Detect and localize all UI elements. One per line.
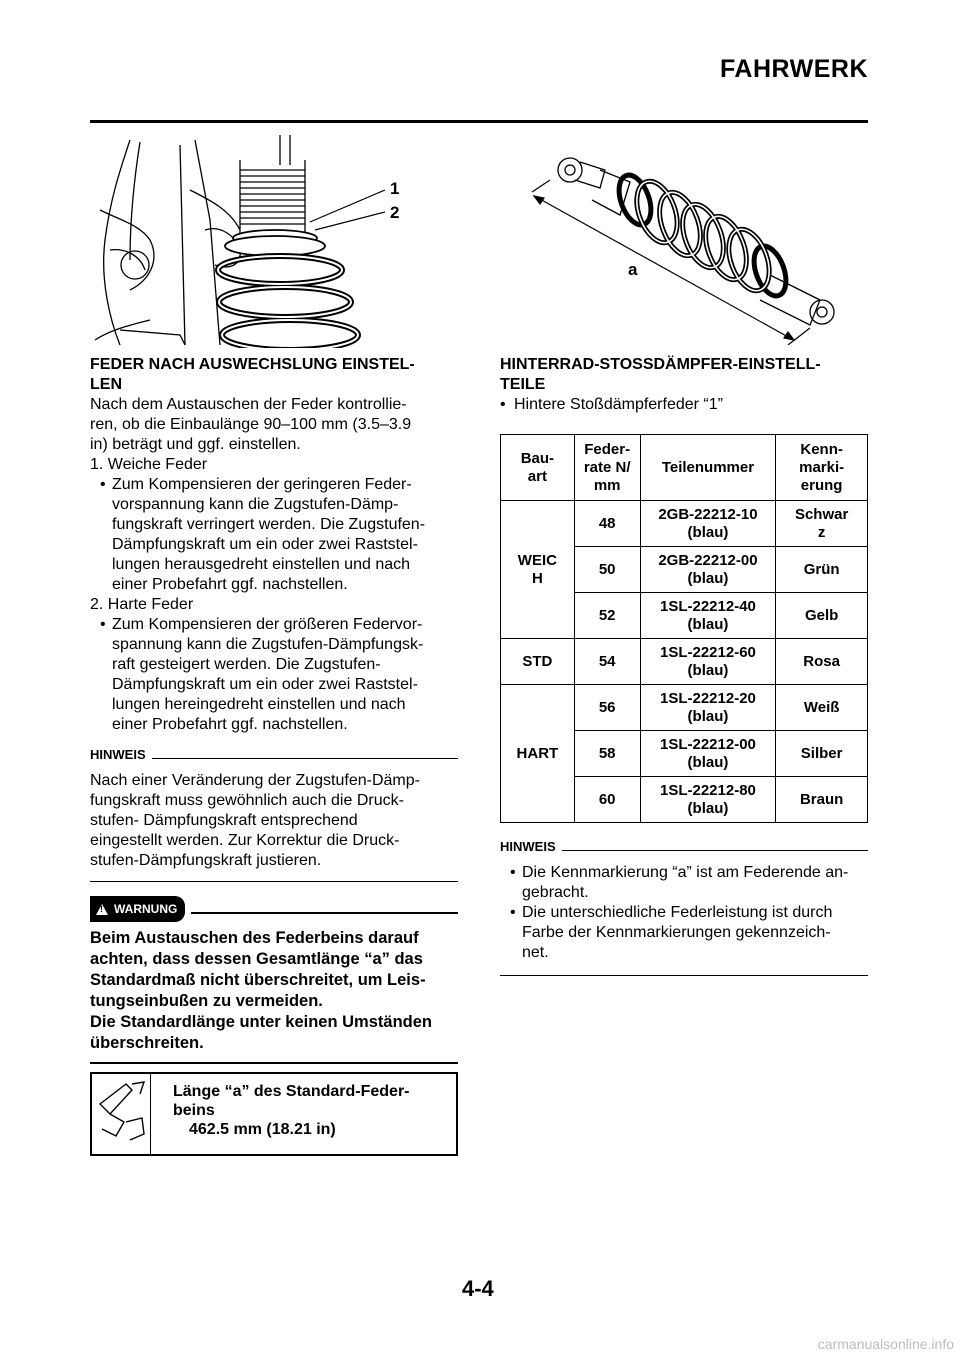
figure-shock-absorber	[510, 140, 865, 345]
text-line: Die Standardlänge unter keinen Umständen	[90, 1013, 432, 1031]
cell-mark: Weiß	[776, 685, 868, 731]
text-line: • Die Kennmarkierung “a” ist am Federende an-	[522, 864, 849, 881]
text-line: Hintere Stoßdämpferfeder “1”	[514, 396, 723, 413]
table-row	[501, 501, 868, 547]
cell-rate: 56	[574, 685, 640, 731]
warning-end-rule	[90, 1062, 458, 1064]
list-item	[500, 863, 868, 903]
cell-type-weich: WEIC H	[501, 501, 575, 639]
text-line: Nach dem Austauschen der Feder kontrollie-	[90, 396, 407, 413]
list-item-title: 2. Harte Feder	[90, 596, 194, 613]
right-column	[500, 355, 868, 976]
page-number: 4-4	[462, 1276, 494, 1301]
watermark[interactable]: carmanualsonline.info	[817, 1336, 954, 1352]
text-line: tungseinbußen zu vermeiden.	[90, 992, 323, 1010]
cell-part: 1SL-22212-80 (blau)	[640, 777, 776, 823]
cell-mark: Braun	[776, 777, 868, 823]
text-line: Dämpfungskraft um ein oder zwei Raststel-	[112, 676, 418, 693]
intro-paragraph	[90, 395, 458, 455]
table-row	[501, 639, 868, 685]
warning-header	[90, 896, 458, 922]
cell-rate: 58	[574, 731, 640, 777]
text-line: fungskraft muss gewöhnlich auch die Druck-	[90, 792, 404, 809]
bullet-text: • Hintere Stoßdämpferfeder “1”	[500, 396, 723, 413]
list-item-weiche-feder	[90, 455, 458, 595]
cell-part: 2GB-22212-00 (blau)	[640, 547, 776, 593]
spec-label: beins	[173, 1102, 215, 1119]
text-line: eingestellt werden. Zur Korrektur die Druck-	[90, 832, 400, 849]
cell-mark: Grün	[776, 547, 868, 593]
cell-rate: 48	[574, 501, 640, 547]
text-line: in) beträgt und ggf. einstellen.	[90, 436, 301, 453]
note-rule	[562, 850, 868, 851]
warning-badge	[90, 896, 185, 922]
warning-text	[90, 928, 458, 1054]
warning-triangle-icon: !	[96, 904, 108, 915]
cell-part: 1SL-22212-00 (blau)	[640, 731, 776, 777]
text-line: einer Probefahrt ggf. nachstellen.	[112, 576, 348, 593]
text-line: ren, ob die Einbaulänge 90–100 mm (3.5–3.9	[90, 416, 412, 433]
text-line: Standardmaß nicht überschreitet, um Leis-	[90, 971, 426, 989]
text-line: Beim Austauschen des Federbeins darauf	[90, 929, 419, 947]
list-item-title: 1. Weiche Feder	[90, 456, 208, 473]
note-list	[500, 863, 868, 963]
text-line: Farbe der Kennmarkierungen gekennzeich-	[522, 924, 831, 941]
text-line: lungen hereingedreht einstellen und nach	[112, 696, 406, 713]
header-teilenummer: Teilenummer	[640, 435, 776, 501]
text-line: net.	[522, 944, 549, 961]
text-line: einer Probefahrt ggf. nachstellen.	[112, 716, 348, 733]
text-line: raft gesteigert werden. Die Zugstufen-	[112, 656, 381, 673]
warning-rule	[191, 912, 458, 914]
cell-mark: Gelb	[776, 593, 868, 639]
cell-type-hart: HART	[501, 685, 575, 823]
header-bauart: Bau- art	[501, 435, 575, 501]
heading-line: LEN	[90, 376, 122, 393]
page-title: FAHRWERK	[720, 55, 868, 83]
text-line: stufen- Dämpfungskraft entsprechend	[90, 812, 358, 829]
table-row	[501, 685, 868, 731]
cell-rate: 60	[574, 777, 640, 823]
header-federrate: Feder- rate N/ mm	[574, 435, 640, 501]
note-header	[90, 745, 458, 765]
text-line: Nach einer Veränderung der Zugstufen-Dämp-	[90, 772, 420, 789]
text-line: lungen herausgedreht einstellen und nach	[112, 556, 411, 573]
wrench-spec-icon	[92, 1074, 151, 1154]
heading-line: HINTERRAD-STOSSDÄMPFER-EINSTELL-	[500, 356, 821, 373]
note-label: HINWEIS	[500, 839, 556, 854]
figure-spring-installed	[90, 130, 450, 348]
cell-part: 2GB-22212-10 (blau)	[640, 501, 776, 547]
note-label: HINWEIS	[90, 747, 146, 762]
cell-part: 1SL-22212-20 (blau)	[640, 685, 776, 731]
cell-rate: 50	[574, 547, 640, 593]
callout-a: a	[628, 260, 638, 279]
text-line: achten, dass dessen Gesamtlänge “a” das	[90, 950, 423, 968]
spec-text	[151, 1074, 410, 1154]
note-end-rule	[500, 975, 868, 976]
warning-label: WARNUNG	[114, 902, 178, 916]
cell-mark: Rosa	[776, 639, 868, 685]
cell-part: 1SL-22212-40 (blau)	[640, 593, 776, 639]
cell-mark: Schwar z	[776, 501, 868, 547]
text-line: • Die unterschiedliche Federleistung ist durch	[522, 904, 833, 921]
table-header-row	[501, 435, 868, 501]
note-end-rule	[90, 881, 458, 882]
cell-mark: Silber	[776, 731, 868, 777]
left-column	[90, 355, 458, 1156]
title-rule	[90, 120, 868, 123]
list-item-harte-feder	[90, 595, 458, 735]
text-line: fungskraft verringert werden. Die Zugstufen-	[112, 516, 426, 533]
cell-part: 1SL-22212-60 (blau)	[640, 639, 776, 685]
note-text	[90, 771, 458, 871]
text-line: vorspannung kann die Zugstufen-Dämp-	[112, 496, 399, 513]
cell-rate: 52	[574, 593, 640, 639]
bullet-text	[90, 615, 458, 735]
text-line: gebracht.	[522, 884, 589, 901]
heading-line: TEILE	[500, 376, 546, 393]
text-line: • Zum Kompensieren der größeren Federvor-	[112, 616, 423, 633]
text-line: • Zum Kompensieren der geringeren Feder-	[112, 476, 412, 493]
text-line: stufen-Dämpfungskraft justieren.	[90, 852, 322, 869]
cell-type-std: STD	[501, 639, 575, 685]
section-heading-feder	[90, 355, 458, 395]
section-heading-stossdaempfer	[500, 355, 868, 395]
note-header	[500, 837, 868, 857]
text-line: Dämpfungskraft um ein oder zwei Raststel-	[112, 536, 418, 553]
note-rule	[152, 758, 458, 759]
cell-rate: 54	[574, 639, 640, 685]
text-line: spannung kann die Zugstufen-Dämpfungsk-	[112, 636, 424, 653]
header-kennmarkierung: Kenn- marki- erung	[776, 435, 868, 501]
callout-1: 1	[390, 179, 400, 198]
heading-line: FEDER NACH AUSWECHSLUNG EINSTEL-	[90, 356, 415, 373]
bullet-text	[90, 475, 458, 595]
text-line: überschreiten.	[90, 1034, 204, 1052]
spec-label: Länge “a” des Standard-Feder-	[173, 1083, 410, 1100]
spec-value: 462.5 mm (18.21 in)	[189, 1121, 336, 1138]
spec-box	[90, 1072, 458, 1156]
list-item	[500, 903, 868, 963]
spring-table	[500, 434, 868, 823]
callout-2: 2	[390, 203, 400, 222]
